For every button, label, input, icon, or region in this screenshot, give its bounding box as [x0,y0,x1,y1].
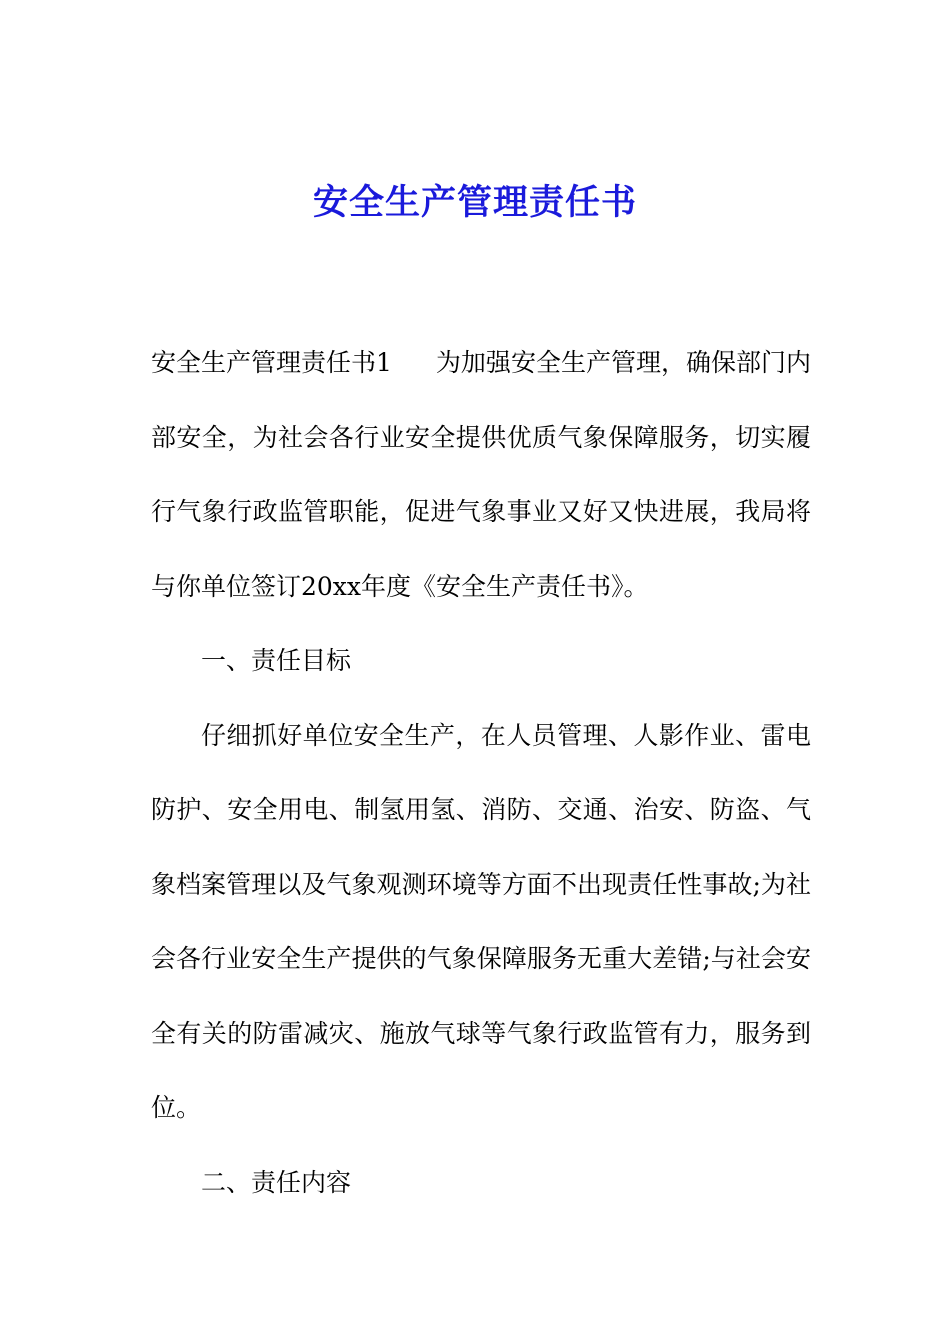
intro-text: 为加强安全生产管理，确保部门内部安全，为社会各行业安全提供优质气象保障服务，切实履行气象行政监管职能，促进气象事业又好又快进展，我局将与你单位签订20xx年度《安全生产责任书》。 [151,348,811,601]
document-body [151,326,811,1220]
section-1-paragraph: 仔细抓好单位安全生产，在人员管理、人影作业、雷电防护、安全用电、制氢用氢、消防、交通、治安、防盗、气象档案管理以及气象观测环境等方面不出现责任性事故;为社会各行业安全生产提供的气象保障服务无重大差错;与社会安全有关的防雷减灾、施放气球等气象行政监管有力，服务到位。 [151,720,811,1122]
section-1-heading: 一、责任目标 [201,646,352,675]
intro-label: 安全生产管理责任书1 [151,348,392,377]
document-title: 安全生产管理责任书 [312,182,637,223]
section-2-heading: 二、责任内容 [201,1167,352,1197]
intro-paragraph [151,326,811,624]
